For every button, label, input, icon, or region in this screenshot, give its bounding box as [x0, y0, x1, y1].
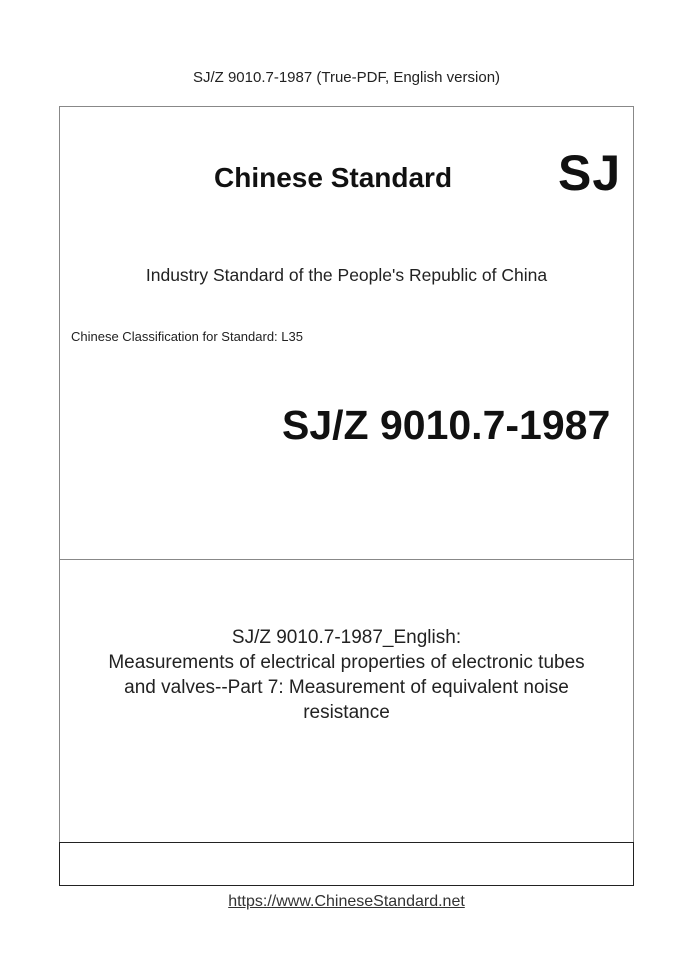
sj-logo: SJ: [558, 145, 622, 201]
standard-number: SJ/Z 9010.7-1987: [282, 402, 611, 448]
classification-line: Chinese Classification for Standard: L35: [71, 329, 303, 344]
title-line: resistance: [303, 702, 390, 723]
footer: [0, 893, 693, 911]
industry-standard-line: Industry Standard of the People's Republic of China: [145, 265, 548, 285]
website-link[interactable]: https://www.ChineseStandard.net: [228, 893, 465, 910]
standard-heading: Chinese Standard: [214, 162, 453, 193]
document-title: [60, 625, 633, 725]
title-line: Measurements of electrical properties of electronic tubes: [108, 652, 585, 673]
title-line: and valves--Part 7: Measurement of equivalent noise: [124, 677, 569, 698]
document-header: SJ/Z 9010.7-1987 (True-PDF, English version): [192, 69, 501, 86]
bottom-panel: [59, 842, 634, 886]
title-line: SJ/Z 9010.7-1987_English:: [231, 627, 462, 648]
